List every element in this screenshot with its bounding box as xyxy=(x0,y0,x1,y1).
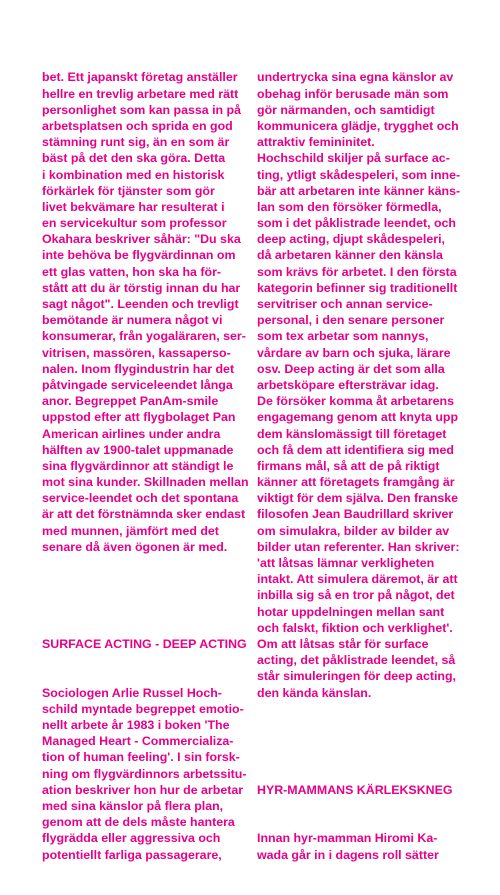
text-line: ation beskriver hon hur de arbetar xyxy=(42,782,244,797)
paragraph-gap xyxy=(257,733,462,749)
text-line: kategorin befinner sig traditionellt xyxy=(257,280,458,295)
text-line: senare då även ögonen är med. xyxy=(42,539,228,554)
text-line: Okahara beskriver såhär: "Du ska xyxy=(42,232,241,247)
text-line: Innan hyr-mamman Hiromi Ka- xyxy=(257,831,438,846)
text-line: 'att låtsas lämnar verkligheten xyxy=(257,556,435,571)
text-line: inbilla sig så en tror på något, det xyxy=(257,588,455,603)
text-line: som krävs för arbetet. I den första xyxy=(257,264,457,279)
text-line: bilder utan referenter. Han skriver: xyxy=(257,539,460,554)
text-line: American airlines under andra xyxy=(42,426,221,441)
text-line: mot sina kunder. Skillnaden mellan xyxy=(42,475,249,490)
text-line: acting, det påklistrade leendet, så xyxy=(257,653,456,668)
text-line: schild myntade begreppet emotio- xyxy=(42,701,244,716)
text-line: ting, ytligt skådespeleri, som inne- xyxy=(257,167,461,182)
section-heading-hyr-mamman: HYR-MAMMANS KÄRLEKSKNEG xyxy=(257,782,453,797)
text-line: ning om flygvärdinnors arbetssitu- xyxy=(42,766,247,781)
text-line: stämning runt sig, än en som är xyxy=(42,135,230,150)
text-line: och falskt, fiktion och verklighet'. xyxy=(257,620,453,635)
text-line: Hochschild skiljer på surface ac- xyxy=(257,151,450,166)
text-line: känner att företagets framgång är xyxy=(257,475,455,490)
text-line: bet. Ett japanskt företag anställer xyxy=(42,70,238,85)
text-line: en servicekultur som professor xyxy=(42,216,227,231)
text-line: hellre en trevlig arbetare med rätt xyxy=(42,86,239,101)
text-line: kommunicera glädje, trygghet och xyxy=(257,118,459,133)
right-paragraph-1 xyxy=(257,69,462,700)
text-line: bemötande är numera något vi xyxy=(42,313,223,328)
text-line: den kända känslan. xyxy=(257,685,372,700)
text-line: sagt något". Leenden och trevligt xyxy=(42,297,239,312)
text-line: Om att låtsas står för surface xyxy=(257,636,429,651)
text-line: filosofen Jean Baudrillard skriver xyxy=(257,507,454,522)
text-line: flygrädda eller aggressiva och xyxy=(42,831,221,846)
text-line: sina flygvärdinnor att ständigt le xyxy=(42,458,234,473)
text-line: firmans mål, så att de på riktigt xyxy=(257,458,440,473)
text-line: lan som den försöker förmedla, xyxy=(257,199,442,214)
text-line: vårdare av barn och sjuka, lärare xyxy=(257,345,451,360)
text-line: hotar uppdelningen mellan sant xyxy=(257,604,445,619)
text-line: gör närmanden, och samtidigt xyxy=(257,102,435,117)
text-line: dem känslomässigt till företaget xyxy=(257,426,447,441)
text-line: och få dem att identifiera sig med xyxy=(257,442,454,457)
text-line: viktigt för dem själva. Den franske xyxy=(257,491,459,506)
text-line: påtvingade serviceleendet långa xyxy=(42,377,233,392)
text-line: engagemang genom att knyta upp xyxy=(257,410,459,425)
text-line: livet bekvämare har resulterat i xyxy=(42,199,225,214)
text-line: konsumerar, från yogaläraren, ser- xyxy=(42,329,246,344)
text-line: obehag inför berusade män som xyxy=(257,86,449,101)
text-line: vitrisen, massören, kassaperso- xyxy=(42,345,231,360)
text-line: uppstod efter att flygbolaget Pan xyxy=(42,410,236,425)
text-line: wada går in i dagens roll sätter xyxy=(257,847,439,862)
text-line: tion of human feeling'. I sin forsk- xyxy=(42,750,240,765)
text-line: anor. Begreppet PanAm-smile xyxy=(42,394,219,409)
right-paragraph-2 xyxy=(257,830,462,862)
text-line: då arbetaren känner den känsla xyxy=(257,248,443,263)
left-column xyxy=(42,37,247,895)
text-line: nellt arbete år 1983 i boken 'The xyxy=(42,718,230,732)
text-line: med munnen, jämfört med det xyxy=(42,523,219,538)
text-line: i kombination med en historisk xyxy=(42,167,225,182)
text-line: service-leendet och det spontana xyxy=(42,491,239,506)
text-line: osv. Deep acting är det som alla xyxy=(257,361,445,376)
right-column xyxy=(257,37,462,895)
paragraph-gap xyxy=(42,587,247,603)
text-line: Managed Heart - Commercializa- xyxy=(42,734,234,749)
text-line: med sina känslor på flera plan, xyxy=(42,798,224,813)
text-line: personal, i den senare personer xyxy=(257,313,445,328)
text-line: om simulakra, bilder av bilder av xyxy=(257,523,450,538)
text-line: inte behöva be flygvärdinnan om xyxy=(42,248,236,263)
text-line: deep acting, djupt skådespeleri, xyxy=(257,232,445,247)
section-heading-surface-acting: SURFACE ACTING - DEEP ACTING xyxy=(42,637,247,652)
text-line: bär att arbetaren inte känner käns- xyxy=(257,183,461,198)
text-line: hälften av 1900-talet uppmanade xyxy=(42,442,234,457)
text-line: attraktiv femininitet. xyxy=(257,135,375,150)
text-line: som i det påklistrade leendet, och xyxy=(257,216,456,231)
text-line: undertrycka sina egna känslor av xyxy=(257,70,454,85)
text-line: är att det förstnämnda sker endast xyxy=(42,507,246,522)
text-line: Sociologen Arlie Russel Hoch- xyxy=(42,685,222,700)
left-paragraph-1 xyxy=(42,69,247,555)
text-line: personlighet som kan passa in på xyxy=(42,102,241,117)
text-line: servitriser och annan service- xyxy=(257,297,433,312)
text-line: intakt. Att simulera däremot, är att xyxy=(257,572,458,587)
text-line: arbetsplatsen och sprida en god xyxy=(42,118,233,133)
text-line: stått att du är törstig innan du har xyxy=(42,280,241,295)
text-line: arbetsköpare eftersträvar idag. xyxy=(257,377,439,392)
text-line: som tex arbetar som nannys, xyxy=(257,329,429,344)
text-line: förkärlek för tjänster som gör xyxy=(42,183,215,198)
text-line: potentiellt farliga passagerare, xyxy=(42,847,222,862)
text-line: ett glas vatten, hon ska ha för- xyxy=(42,264,222,279)
text-line: genom att de dels måste hantera xyxy=(42,815,235,830)
text-line: bäst på det den ska göra. Detta xyxy=(42,151,226,166)
text-line: nalen. Inom flygindustrin har det xyxy=(42,361,235,376)
text-line: De försöker komma åt arbetarens xyxy=(257,394,454,409)
left-paragraph-2 xyxy=(42,685,247,863)
text-line: står simuleringen för deep acting, xyxy=(257,669,456,684)
